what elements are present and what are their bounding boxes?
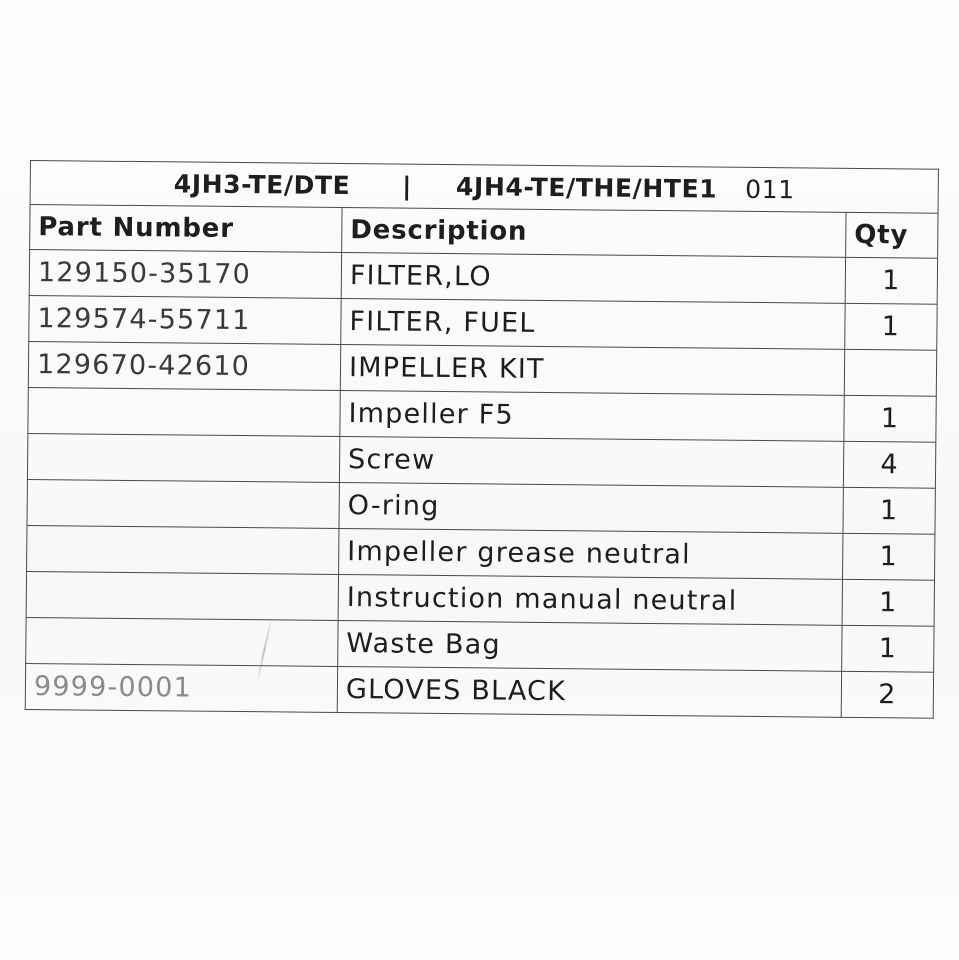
qty-cell: 4 [843, 441, 935, 488]
part-number-cell [27, 479, 339, 528]
description-cell: Instruction manual neutral [338, 574, 842, 625]
part-number-cell [28, 387, 340, 436]
description-cell: Screw [339, 436, 843, 487]
qty-cell: 2 [841, 671, 933, 718]
column-header-description: Description [342, 207, 846, 257]
model-separator: | [402, 171, 413, 201]
description-cell: Impeller grease neutral [339, 528, 843, 579]
parts-list-card [25, 160, 938, 715]
qty-cell [844, 349, 936, 396]
qty-cell: 1 [842, 579, 934, 626]
part-number-cell [27, 433, 339, 482]
part-number-cell [26, 571, 338, 620]
description-cell: Waste Bag [338, 620, 842, 671]
column-header-qty: Qty [846, 212, 938, 258]
description-cell: Impeller F5 [340, 390, 844, 441]
table-row [25, 663, 933, 718]
model-right: 4JH4-TE/THE/HTE1 [455, 172, 718, 204]
part-number-cell [27, 525, 339, 574]
qty-cell: 1 [845, 303, 937, 350]
description-cell: FILTER,LO [341, 252, 845, 303]
description-cell: FILTER, FUEL [341, 298, 845, 349]
column-header-part-number: Part Number [30, 205, 342, 253]
model-left: 4JH3-TE/DTE [173, 169, 351, 201]
qty-cell: 1 [842, 625, 934, 672]
part-number-cell: 129574-55711 [29, 295, 341, 344]
part-number-cell: 9999-0001 [25, 663, 337, 712]
parts-table [25, 160, 939, 719]
qty-cell: 1 [845, 257, 937, 304]
qty-cell: 1 [843, 533, 935, 580]
part-number-cell: 129670-42610 [28, 341, 340, 390]
qty-cell: 1 [843, 487, 935, 534]
description-cell: O-ring [339, 482, 843, 533]
description-cell: IMPELLER KIT [340, 344, 844, 395]
kit-code: 011 [745, 174, 795, 205]
description-cell: GLOVES BLACK [337, 666, 841, 717]
qty-cell: 1 [844, 395, 936, 442]
part-number-cell [26, 617, 338, 666]
part-number-cell: 129150-35170 [29, 250, 341, 299]
